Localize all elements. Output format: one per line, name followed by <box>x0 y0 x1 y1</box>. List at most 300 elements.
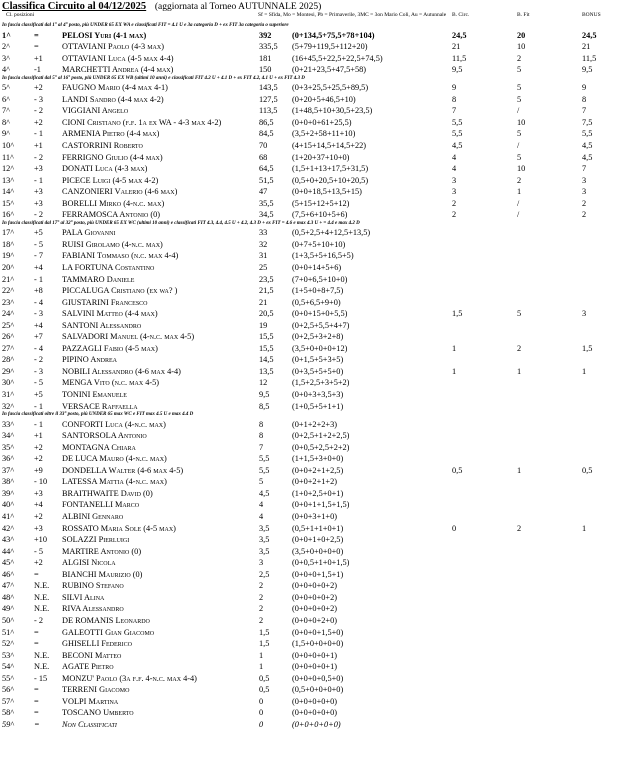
table-row <box>0 105 628 116</box>
bonus-fit-cell: 10 <box>517 117 526 127</box>
table-row <box>0 186 628 197</box>
table-row <box>0 250 628 261</box>
rank-cell: 56^ <box>2 685 15 695</box>
rank-cell: 4^ <box>2 65 11 75</box>
player-name: GHISELLI Federico <box>62 639 133 649</box>
table-row <box>0 285 628 296</box>
player-name: FABIANI Tommaso (n.c. max 4-4) <box>62 251 179 261</box>
points-cell: 31 <box>259 251 268 261</box>
change-cell: - 2 <box>34 106 43 116</box>
bonus-cell: 1 <box>582 523 587 533</box>
header-pos: Cl. posizioni <box>6 12 35 18</box>
change-cell: +2 <box>34 558 43 568</box>
points-detail: (0+0+2+1+2) <box>292 477 337 487</box>
points-detail: (7+0+6,5+10+0) <box>292 274 348 284</box>
player-name: OTTAVIANI Luca (4-5 max 4-4) <box>62 53 174 63</box>
group-note: In fascia classificati dal 5° al 16° posto, più UNDER 65 EX WB (ultimi 10 anni) e classificati FIT 4.2 U + 4.1 D + ex FIT 4.2, 4.1 U + ex FIT 4.3 D <box>2 75 305 81</box>
table-row <box>0 262 628 273</box>
bonus-circuit-cell: 4,5 <box>452 140 463 150</box>
bonus-cell: 1,5 <box>582 343 593 353</box>
bonus-circuit-cell: 9 <box>452 83 457 93</box>
player-name: MARCHETTI Andrea (4-4 max) <box>62 65 174 75</box>
bonus-fit-cell: 5 <box>517 83 522 93</box>
table-row <box>0 366 628 377</box>
player-name: Non Classificati <box>62 719 117 729</box>
bonus-cell: 8 <box>582 94 587 104</box>
bonus-circuit-cell: 0 <box>452 523 457 533</box>
points-cell: 33 <box>259 228 268 238</box>
change-cell: +2 <box>34 454 43 464</box>
bonus-circuit-cell: 9,5 <box>452 65 463 75</box>
change-cell: = <box>34 708 39 718</box>
bonus-cell: 1 <box>582 366 587 376</box>
bonus-cell: 3 <box>582 187 587 197</box>
bonus-cell: 4,5 <box>582 152 593 162</box>
player-name: RUBINO Stefano <box>62 581 124 591</box>
group-note: In fascia classificati oltre il 33° posto, più UNDER 65 max WC e FIT max 4.5 U e max 4.4 D <box>2 412 194 418</box>
bonus-cell: 11,5 <box>582 53 597 63</box>
table-row <box>0 499 628 510</box>
change-cell: +2 <box>34 512 43 521</box>
table-row <box>0 488 628 499</box>
change-cell: -1 <box>34 65 41 75</box>
player-name: MONZU' Paolo (3a f.f. 4-n.c. max 4-4) <box>62 673 197 683</box>
change-cell: +5 <box>34 228 43 238</box>
player-name: MARTIRE Antonio (0) <box>62 546 142 556</box>
points-cell: 1,5 <box>259 639 270 649</box>
rank-cell: 37^ <box>2 465 15 475</box>
points-detail: (0+1+2+2+3) <box>292 419 337 429</box>
points-detail: (0+0+0+0+1) <box>292 650 337 660</box>
points-detail: (7,5+6+10+5+6) <box>292 210 348 220</box>
player-name: GALEOTTI Gian Giacomo <box>62 627 155 637</box>
change-cell: - 5 <box>34 546 43 556</box>
points-detail: (5+79+119,5+112+20) <box>292 42 368 52</box>
table-row <box>0 523 628 534</box>
rank-cell: 2^ <box>2 42 11 52</box>
rank-cell: 19^ <box>2 251 15 261</box>
points-cell: 0,5 <box>259 685 270 695</box>
rank-cell: 18^ <box>2 239 15 249</box>
change-cell: - 3 <box>34 366 43 376</box>
points-cell: 4 <box>259 500 264 510</box>
table-row <box>0 41 628 52</box>
bonus-fit-cell: 2 <box>517 343 522 353</box>
table-row <box>0 603 628 614</box>
points-cell: 2,5 <box>259 569 270 579</box>
change-cell: - 4 <box>34 297 43 307</box>
table-row <box>0 239 628 250</box>
table-row <box>0 140 628 151</box>
points-detail: (1,5+2,5+3+5+2) <box>292 378 350 388</box>
points-detail: (0,5+6,5+9+0) <box>292 297 341 307</box>
points-cell: 8,5 <box>259 401 270 411</box>
points-cell: 2 <box>259 604 264 614</box>
rank-cell: 1^ <box>2 30 11 40</box>
bonus-fit-cell: 2 <box>517 53 522 63</box>
points-cell: 392 <box>259 30 272 40</box>
points-cell: 70 <box>259 140 268 150</box>
rank-cell: 21^ <box>2 274 15 284</box>
rank-cell: 12^ <box>2 164 15 174</box>
rank-cell: 43^ <box>2 535 15 545</box>
header-bonus: BONUS <box>582 12 601 18</box>
player-name: SANTONI Alessandro <box>62 320 142 330</box>
points-cell: 15,5 <box>259 343 274 353</box>
points-cell: 21,5 <box>259 286 274 296</box>
points-cell: 0,5 <box>259 673 270 683</box>
points-cell: 113,5 <box>259 106 278 116</box>
change-cell: - 2 <box>34 615 43 625</box>
points-cell: 181 <box>259 53 272 63</box>
table-row <box>0 152 628 163</box>
player-name: LA FORTUNA Costantino <box>62 262 155 272</box>
header-bc: B. Circ. <box>452 12 470 18</box>
points-detail: (0+134,5+75,5+78+104) <box>292 30 375 40</box>
player-name: LANDI Sandro (4-4 max 4-2) <box>62 94 164 104</box>
points-cell: 0 <box>259 708 264 718</box>
rank-cell: 9^ <box>2 129 11 139</box>
change-cell: N.E. <box>34 650 50 660</box>
header-legend: Sf = Sfida, Mo = Montesi, Pb = Primaverile, 3MC = 3on Mario Coli, Au = Autunnale <box>258 12 447 18</box>
table-row <box>0 557 628 568</box>
change-cell: - 1 <box>34 401 43 411</box>
bonus-circuit-cell: 2 <box>452 198 457 208</box>
rank-cell: 40^ <box>2 500 15 510</box>
points-cell: 1 <box>259 650 264 660</box>
player-name: VIGGIANI Angelo <box>62 106 129 116</box>
points-detail: (0+0+0+61+25,5) <box>292 117 352 127</box>
bonus-fit-cell: 10 <box>517 164 526 174</box>
player-name: SALVADORI Manuel (4-n.c. max 4-5) <box>62 332 195 342</box>
rank-cell: 48^ <box>2 592 15 602</box>
points-detail: (3,5+0+0+0+12) <box>292 343 348 353</box>
points-cell: 21 <box>259 297 268 307</box>
bonus-cell: 7 <box>582 164 587 174</box>
points-cell: 35,5 <box>259 198 274 208</box>
rank-cell: 27^ <box>2 343 15 353</box>
points-detail: (0+7+5+10+10) <box>292 239 346 249</box>
rank-cell: 17^ <box>2 228 15 238</box>
change-cell: - 10 <box>34 477 48 487</box>
points-detail: (0+2,5+1+2+2,5) <box>292 431 350 441</box>
change-cell: - 2 <box>34 355 43 365</box>
player-name: PICCALUGA Cristiano (ex wa? ) <box>62 286 178 296</box>
player-name: CONFORTI Luca (4-n.c. max) <box>62 419 166 429</box>
points-cell: 8 <box>259 431 264 441</box>
change-cell: +3 <box>34 187 43 197</box>
points-detail: (1+5+0+8+7,5) <box>292 286 344 296</box>
bonus-circuit-cell: 3 <box>452 175 457 185</box>
player-name: GIUSTARINI Francesco <box>62 297 148 307</box>
subtitle-text: (aggiornata al Torneo AUTUNNALE 2025) <box>154 2 322 12</box>
points-cell: 2 <box>259 592 264 602</box>
bonus-fit-cell: 5 <box>517 309 522 319</box>
player-name: PICECE Luigi (4-5 max 4-2) <box>62 175 159 185</box>
table-row <box>0 627 628 638</box>
change-cell: +1 <box>34 140 43 150</box>
points-detail: (0,5+2,5+4+12,5+13,5) <box>292 228 371 238</box>
rank-cell: 35^ <box>2 442 15 452</box>
player-name: VOLPI Martina <box>62 696 119 706</box>
points-detail: (1,5+1+13+17,5+31,5) <box>292 164 369 174</box>
table-row <box>0 534 628 545</box>
table-row <box>0 117 628 128</box>
player-name: AGATE Pietro <box>62 662 114 672</box>
bonus-cell: 7,5 <box>582 117 593 127</box>
player-name: SILVI Alina <box>62 592 105 602</box>
group-note: In fascia classificati dal 1° al 4° posto, più UNDER 65 EX WA e classificati FIT = 4.1 U e 3a categoria D + ex FIT 3a categoria o superiore <box>2 23 289 28</box>
bonus-fit-cell: 5 <box>517 65 522 75</box>
points-detail: (3,5+0+0+0+0) <box>292 546 344 556</box>
bonus-fit-cell: 5 <box>517 152 522 162</box>
bonus-fit-cell: 10 <box>517 42 526 52</box>
bonus-cell: 4,5 <box>582 140 593 150</box>
bonus-cell: 3 <box>582 309 587 319</box>
change-cell: - 5 <box>34 239 43 249</box>
player-name: TERRENI Giacomo <box>62 685 130 695</box>
player-name: FONTANELLI Marco <box>62 500 140 510</box>
change-cell: +2 <box>34 83 43 93</box>
player-name: MONTAGNA Chiara <box>62 442 136 452</box>
change-cell: +2 <box>34 442 43 452</box>
points-detail: (0+0+0+0+0) <box>292 719 341 729</box>
points-detail: (0+1,5+5+3+5) <box>292 355 344 365</box>
player-name: DONATI Luca (4-3 max) <box>62 164 148 174</box>
bonus-circuit-cell: 0,5 <box>452 465 463 475</box>
player-name: SOLAZZI Pierluigi <box>62 535 130 545</box>
table-row <box>0 546 628 557</box>
table-row <box>0 419 628 430</box>
bonus-circuit-cell: 8 <box>452 94 457 104</box>
player-name: MENGA Vito (n.c. max 4-5) <box>62 378 160 388</box>
bonus-fit-cell: 1 <box>517 366 522 376</box>
points-cell: 86,5 <box>259 117 274 127</box>
player-name: BORELLI Mirko (4-n.c. max) <box>62 198 165 208</box>
table-row <box>0 163 628 174</box>
points-detail: (3,5+2+58+11+10) <box>292 129 356 139</box>
table-row <box>0 94 628 105</box>
player-name: TAMMARO Daniele <box>62 274 135 284</box>
points-cell: 3,5 <box>259 523 270 533</box>
bonus-cell: 2 <box>582 198 587 208</box>
player-name: SANTORSOLA Antonio <box>62 431 147 441</box>
rank-cell: 28^ <box>2 355 15 365</box>
table-row <box>0 592 628 603</box>
points-cell: 5,5 <box>259 454 270 464</box>
points-detail: (0+0+0+0+2) <box>292 604 337 614</box>
points-detail: (1+20+37+10+0) <box>292 152 350 162</box>
table-row <box>0 580 628 591</box>
points-cell: 4,5 <box>259 488 270 498</box>
rank-cell: 8^ <box>2 117 11 127</box>
table-row <box>0 442 628 453</box>
player-name: LATESSA Mattia (4-n.c. max) <box>62 477 167 487</box>
table-row <box>0 354 628 365</box>
table-row <box>0 128 628 139</box>
bonus-circuit-cell: 21 <box>452 42 461 52</box>
points-cell: 64,5 <box>259 164 274 174</box>
bonus-fit-cell: / <box>517 140 520 150</box>
points-detail: (0+0+0+0+0) <box>292 696 337 706</box>
points-cell: 9,5 <box>259 390 270 399</box>
table-row <box>0 308 628 319</box>
change-cell: = <box>34 719 40 729</box>
points-cell: 19 <box>259 320 268 330</box>
points-detail: (1,5+0+0+0+0) <box>292 639 344 649</box>
rank-cell: 58^ <box>2 708 15 718</box>
rank-cell: 32^ <box>2 401 15 411</box>
table-row <box>0 650 628 661</box>
rank-cell: 26^ <box>2 332 15 342</box>
rank-cell: 57^ <box>2 696 15 706</box>
bonus-circuit-cell: 11,5 <box>452 53 467 63</box>
points-detail: (0+0+2+1+2,5) <box>292 465 344 475</box>
rank-cell: 16^ <box>2 210 15 220</box>
points-detail: (0+0+0+0,5+0) <box>292 673 344 683</box>
rank-cell: 11^ <box>2 152 14 162</box>
rank-cell: 14^ <box>2 187 15 197</box>
change-cell: = <box>34 30 39 40</box>
change-cell: N.E. <box>34 592 50 602</box>
table-row <box>0 707 628 718</box>
points-cell: 143,5 <box>259 83 278 93</box>
points-detail: (0+2,5+3+2+8) <box>292 332 344 342</box>
rank-cell: 54^ <box>2 662 15 672</box>
change-cell: - 2 <box>34 210 43 220</box>
bonus-fit-cell: 2 <box>517 523 522 533</box>
change-cell: +1 <box>34 53 43 63</box>
points-detail: (0+0+0+0+1) <box>292 662 337 672</box>
points-detail: (0+0+0+0+2) <box>292 592 337 602</box>
rank-cell: 7^ <box>2 106 11 116</box>
bonus-fit-cell: 5 <box>517 129 522 139</box>
points-detail: (1+0,5+5+1+1) <box>292 401 344 411</box>
player-name: TONINI Emanuele <box>62 390 127 399</box>
rank-cell: 50^ <box>2 615 15 625</box>
change-cell: +3 <box>34 488 43 498</box>
bonus-cell: 3 <box>582 175 587 185</box>
bonus-circuit-cell: 2 <box>452 210 457 220</box>
points-cell: 25 <box>259 262 268 272</box>
bonus-fit-cell: / <box>517 106 520 116</box>
points-cell: 34,5 <box>259 210 274 220</box>
points-cell: 12 <box>259 378 268 388</box>
points-cell: 1 <box>259 662 264 672</box>
change-cell: = <box>34 685 39 695</box>
player-name: DE ROMANIS Leonardo <box>62 615 150 625</box>
change-cell: +3 <box>34 164 43 174</box>
points-detail: (0+0+0+2+0) <box>292 615 337 625</box>
rank-cell: 24^ <box>2 309 15 319</box>
rank-cell: 5^ <box>2 83 11 93</box>
player-name: DONDELLA Walter (4-6 max 4-5) <box>62 465 184 475</box>
change-cell: - 1 <box>34 175 43 185</box>
points-detail: (5+15+12+5+12) <box>292 198 350 208</box>
table-row <box>0 389 628 400</box>
points-detail: (0+0+0+0+2) <box>292 581 337 591</box>
table-row <box>0 377 628 388</box>
player-name: FAUGNO Mario (4-4 max 4-1) <box>62 83 168 93</box>
bonus-fit-cell: / <box>517 210 520 220</box>
table-row <box>0 227 628 238</box>
bonus-circuit-cell: 1 <box>452 366 457 376</box>
points-detail: (0+0+3+3,5+3) <box>292 390 344 399</box>
change-cell: - 7 <box>34 251 43 261</box>
rank-cell: 52^ <box>2 639 15 649</box>
rank-cell: 51^ <box>2 627 15 637</box>
table-row <box>0 696 628 707</box>
change-cell: +9 <box>34 465 43 475</box>
rank-cell: 25^ <box>2 320 15 330</box>
points-cell: 5 <box>259 477 264 487</box>
bonus-cell: 21 <box>582 42 591 52</box>
rank-cell: 34^ <box>2 431 15 441</box>
player-name: OTTAVIANI Paolo (4-3 max) <box>62 42 164 52</box>
player-name: RUISI Girolamo (4-n.c. max) <box>62 239 163 249</box>
bonus-cell: 0,5 <box>582 465 593 475</box>
rank-cell: 31^ <box>2 390 15 399</box>
bonus-circuit-cell: 3 <box>452 187 457 197</box>
change-cell: - 15 <box>34 673 48 683</box>
rank-cell: 55^ <box>2 673 15 683</box>
player-name: PALA Giovanni <box>62 228 116 238</box>
player-name: CASTORRINI Roberto <box>62 140 143 150</box>
player-name: ALBINI Gennaro <box>62 512 124 521</box>
player-name: BRAITHWAITE David (0) <box>62 488 153 498</box>
points-detail: (0+0+18,5+13,5+15) <box>292 187 362 197</box>
points-detail: (0+0+14+5+6) <box>292 262 342 272</box>
points-detail: (0+0,5+2,5+2+2) <box>292 442 350 452</box>
table-row <box>0 331 628 342</box>
points-cell: 5,5 <box>259 465 270 475</box>
points-detail: (1+3,5+5+16,5+5) <box>292 251 354 261</box>
bonus-fit-cell: 1 <box>517 187 522 197</box>
change-cell: = <box>34 569 39 579</box>
points-cell: 23,5 <box>259 274 274 284</box>
table-row <box>0 198 628 209</box>
player-name: ALGISI Nicola <box>62 558 116 568</box>
bonus-circuit-cell: 5,5 <box>452 129 463 139</box>
rank-cell: 10^ <box>2 140 15 150</box>
bonus-circuit-cell: 1 <box>452 343 457 353</box>
player-name: CIONI Cristiano (f.f. 1a ex WA - 4-3 max 4-2) <box>62 117 222 127</box>
rank-cell: 45^ <box>2 558 15 568</box>
points-detail: (1+0+2,5+0+1) <box>292 488 344 498</box>
table-row <box>0 274 628 285</box>
table-row <box>0 569 628 580</box>
table-row <box>0 615 628 626</box>
table-row <box>0 453 628 464</box>
table-row <box>0 430 628 441</box>
points-cell: 4 <box>259 512 264 521</box>
points-detail: (0+0,5+1+0+1,5) <box>292 558 350 568</box>
points-detail: (0+0+0+1,5+1) <box>292 569 344 579</box>
points-detail: (1+1,5+3+0+0) <box>292 454 344 464</box>
bonus-fit-cell: / <box>517 198 520 208</box>
points-cell: 3,5 <box>259 546 270 556</box>
player-name: ROSSATO Maria Sole (4-5 max) <box>62 523 176 533</box>
table-row <box>0 209 628 220</box>
points-cell: 15,5 <box>259 332 274 342</box>
rank-cell: 15^ <box>2 198 15 208</box>
change-cell: +4 <box>34 320 43 330</box>
points-cell: 47 <box>259 187 268 197</box>
points-detail: (0+2,5+5,5+4+7) <box>292 320 350 330</box>
bonus-circuit-cell: 5,5 <box>452 117 463 127</box>
table-row <box>0 175 628 186</box>
change-cell: +5 <box>34 390 43 399</box>
